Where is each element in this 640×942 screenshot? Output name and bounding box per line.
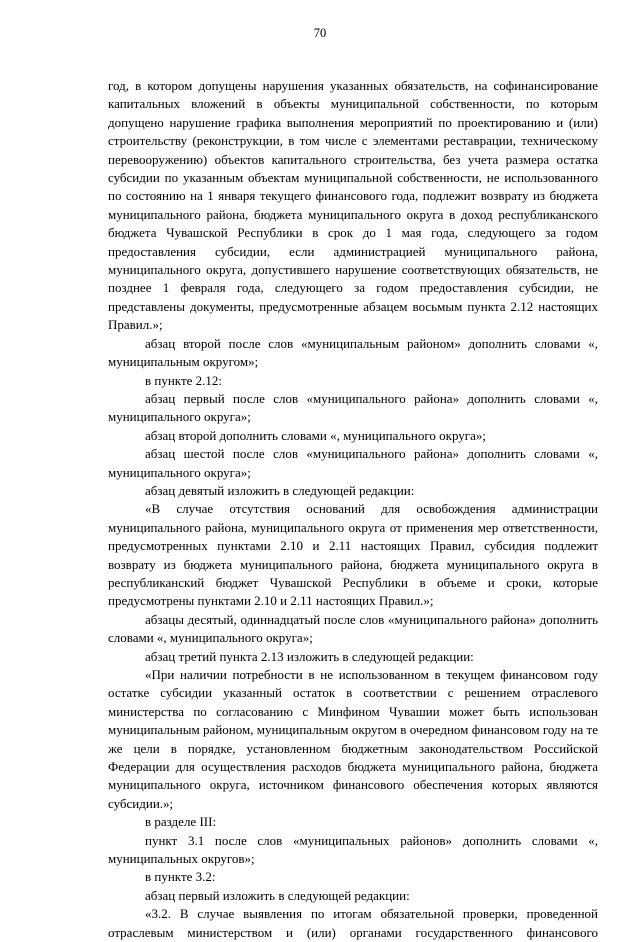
paragraph: пункт 3.1 после слов «муниципальных районов» дополнить словами «, муниципальных округов»; — [108, 832, 598, 867]
paragraph: год, в котором допущены нарушения указанных обязательств, на софинансирование капитальных вложений в объекты муниципальной собственности, по которым допущено нарушение графика выполнения мероприятий по проектированию и (или) строительству (реконструкции, в том числе с элементами реставрации, техническому перевооружению) объектов капитального строительства, без учета размера остатка субсидии по указанным объектам муниципальной собственности, не использованного по состоянию на 1 января текущего финансового года, подлежит возврату из бюджета муниципального района, бюджета муниципального округа в доход республиканского бюджета Чувашской Республики в срок до 1 мая года, следующего за годом предоставления субсидии, если администрацией муниципального района, муниципального округа, допустившего нарушение соответствующих обязательств, не позднее 1 февраля года, следующего за годом предоставления субсидии, не представлены документы, предусмотренные абзацем восьмым пункта 2.12 настоящих Правил.»; — [108, 78, 598, 333]
paragraph: абзац девятый изложить в следующей редакции: — [145, 482, 415, 498]
page-number: 70 — [313, 26, 327, 40]
paragraph: абзацы десятый, одиннадцатый после слов «муниципального района» дополнить словами «, муниципального округа»; — [108, 611, 598, 646]
document-body — [108, 77, 598, 942]
paragraph: «При наличии потребности в не использованном в текущем финансовом году остатке субсидии указанный остаток в соответствии с решением отраслевого министерства по согласованию с Минфином Чувашии может быть использован муниципальным районом, муниципальным округом в очередном финансовом году на те же цели в порядке, установленном бюджетным законодательством Российской Федерации для осуществления расходов бюджета муниципального района, бюджета муниципального округа, источником финансового обеспечения которых являются субсидии.»; — [108, 667, 598, 811]
paragraph: абзац шестой после слов «муниципального района» дополнить словами «, муниципального округа»; — [108, 446, 598, 480]
paragraph: абзац второй дополнить словами «, муниципального округа»; — [145, 427, 487, 443]
paragraph: «В случае отсутствия оснований для освобождения администрации муниципального района, муниципального округа от применения мер ответственности, предусмотренных пунктами 2.10 и 2.11 настоящих Правил, субсидия подлежит возврату из бюджета муниципального района, бюджета муниципального округа в республиканский бюджет Чувашской Республики в объеме и сроки, которые предусмотрены пунктами 2.10 и 2.11 настоящих Правил.»; — [108, 501, 598, 609]
paragraph: абзац первый после слов «муниципального района» дополнить словами «, муниципального округа»; — [108, 390, 598, 425]
paragraph: в разделе III: — [145, 814, 217, 830]
paragraph: абзац второй после слов «муниципальным районом» дополнить словами «, муниципальным округом»; — [108, 335, 598, 370]
paragraph: в пункте 3.2: — [145, 869, 216, 885]
paragraph: «3.2. В случае выявления по итогам обязательной проверки, проведенной отраслевым министерством и (или) органами государственного финансового — [108, 906, 598, 940]
paragraph: абзац первый изложить в следующей редакции: — [145, 887, 410, 903]
paragraph: абзац третий пункта 2.13 изложить в следующей редакции: — [145, 648, 474, 664]
paragraph: в пункте 2.12: — [145, 372, 223, 388]
